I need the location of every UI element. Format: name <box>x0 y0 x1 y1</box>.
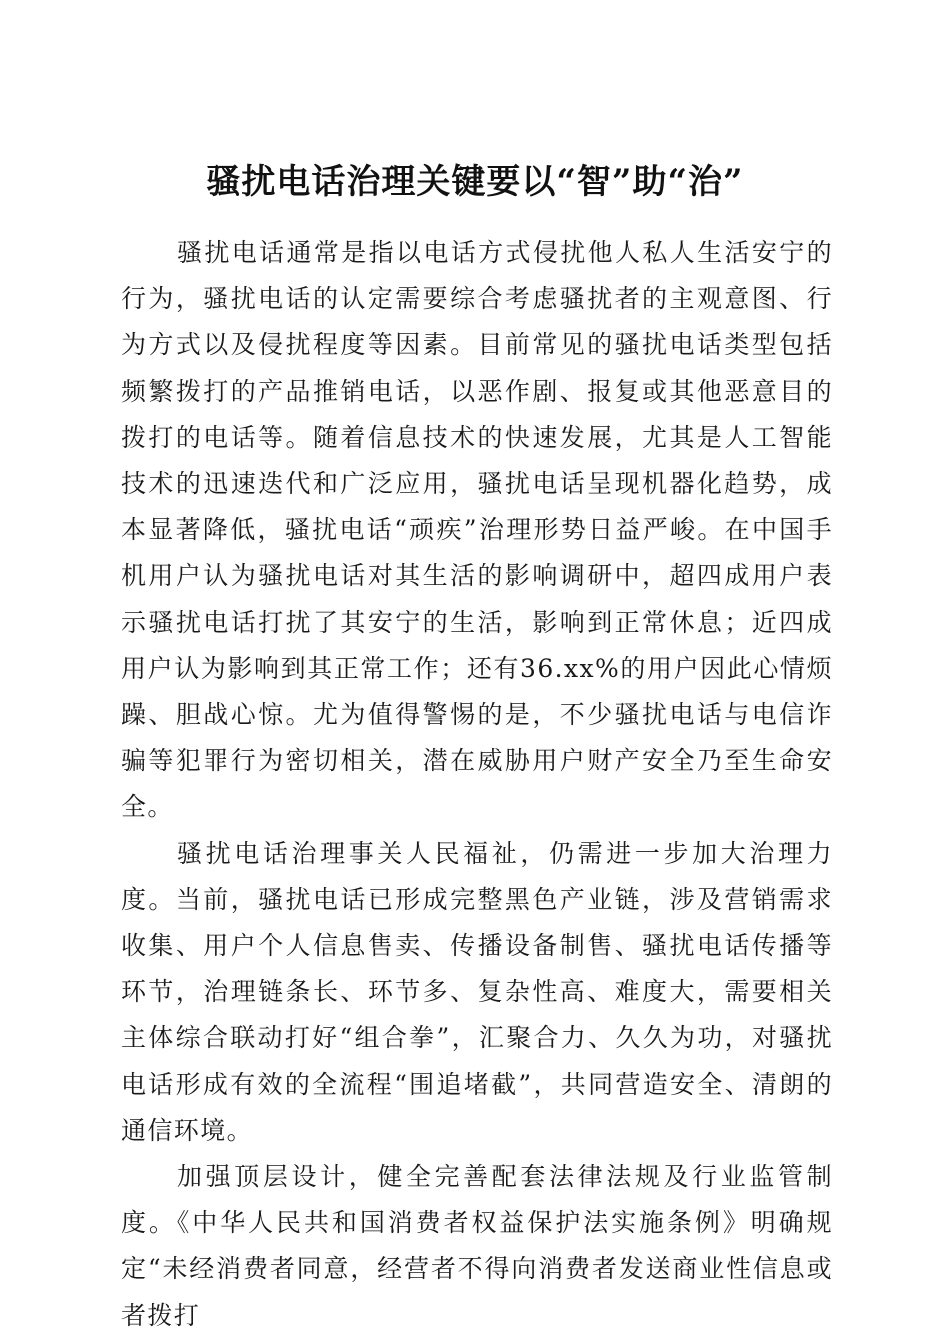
paragraph-2: 骚扰电话治理事关人民福祉，仍需进一步加大治理力度。当前，骚扰电话已形成完整黑色产业链，涉及营销需求收集、用户个人信息售卖、传播设备制售、骚扰电话传播等环节，治理链条长、环节多、复杂性高、难度大，需要相关主体综合联动打好“组合拳”，汇聚合力、久久为功，对骚扰电话形成有效的全流程“围追堵截”，共同营造安全、清朗的通信环境。 <box>121 838 833 1145</box>
document-body <box>121 230 833 1339</box>
paragraph-1: 骚扰电话通常是指以电话方式侵扰他人私人生活安宁的行为，骚扰电话的认定需要综合考虑骚扰者的主观意图、行为方式以及侵扰程度等因素。目前常见的骚扰电话类型包括频繁拨打的产品推销电话，以恶作剧、报复或其他恶意目的拨打的电话等。随着信息技术的快速发展，尤其是人工智能技术的迅速迭代和广泛应用，骚扰电话呈现机器化趋势，成本显著降低，骚扰电话“顽疾”治理形势日益严峻。在中国手机用户认为骚扰电话对其生活的影响调研中，超四成用户表示骚扰电话打扰了其安宁的生活，影响到正常休息；近四成用户认为影响到其正常工作；还有36.xx%的用户因此心情烦躁、胆战心惊。尤为值得警惕的是，不少骚扰电话与电信诈骗等犯罪行为密切相关，潜在威胁用户财产安全乃至生命安全。 <box>121 238 833 822</box>
paragraph-3: 加强顶层设计，健全完善配套法律法规及行业监管制度。《中华人民共和国消费者权益保护法实施条例》明确规定“未经消费者同意，经营者不得向消费者发送商业性信息或者拨打 <box>121 1162 833 1330</box>
document-title: 骚扰电话治理关键要以“智”助“治” <box>206 161 744 202</box>
